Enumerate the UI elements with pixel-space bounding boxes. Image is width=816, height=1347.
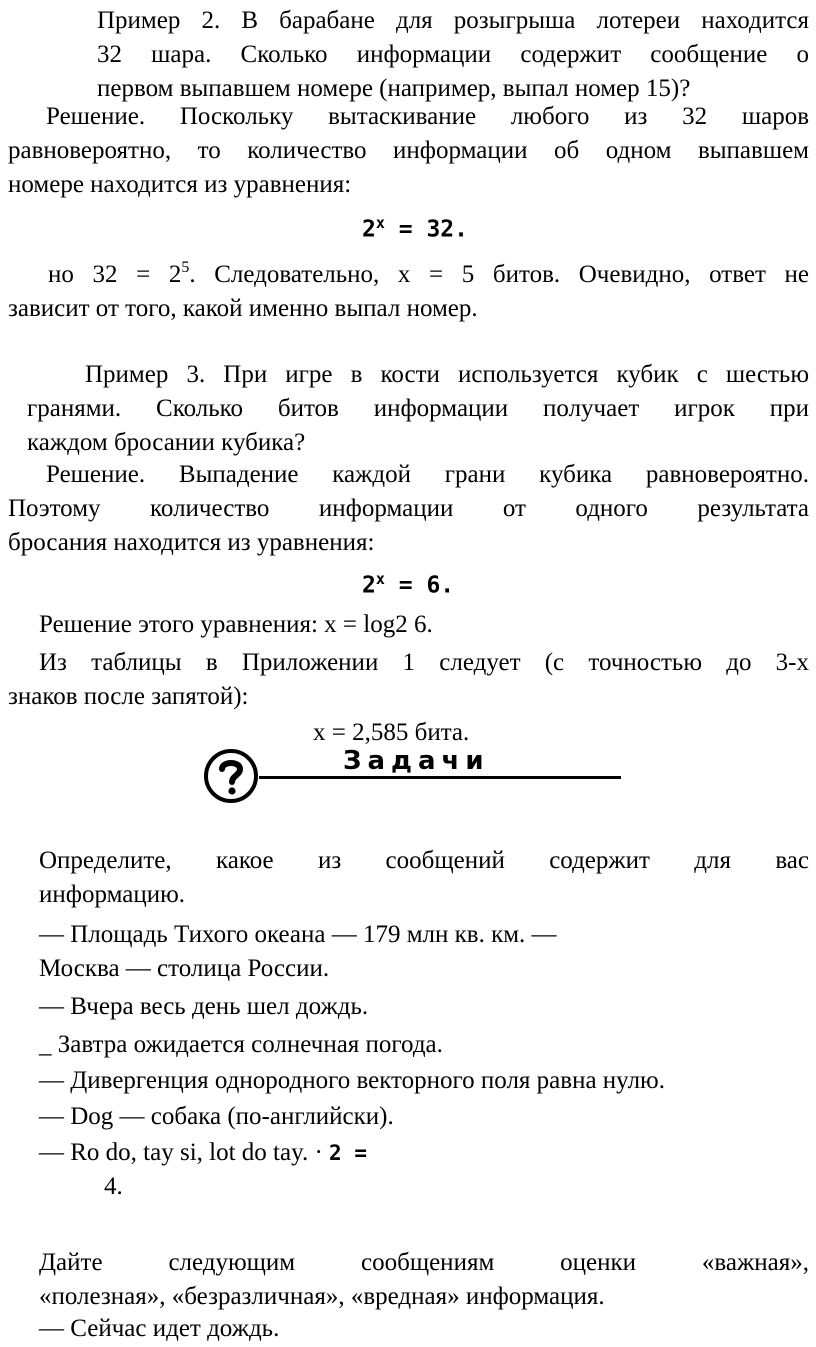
task1-item-7: — Ro do, tay si, lot do tay. · 2 = — [39, 1139, 367, 1166]
example2-line-3: первом выпавшем номере (например, выпал номер 15)? — [97, 75, 691, 102]
example3-line-3: каждом бросании кубика? — [27, 429, 306, 456]
task1-item-1: — Площадь Тихого океана — 179 млн кв. км. — — [39, 921, 557, 948]
task2-question-line-1: Дайте следующим сообщениям оценки «важная», — [39, 1249, 809, 1276]
example3-table-line-2: знаков после запятой): — [8, 683, 249, 710]
task1-item-tail: 4. — [104, 1173, 123, 1200]
example2-conclusion-line-1: но $32 = 2^5$. Следовательно, x = 5 битов. Очевидно, ответ не — [48, 259, 809, 288]
example3-solution-line-1: Решение. Выпадение каждой грани кубика равновероятно. — [46, 461, 809, 488]
example3-solution-line-3: бросания находится из уравнения: — [8, 529, 375, 556]
example3-solution-equation: Решение этого уравнения: x = log2 6. — [39, 611, 433, 638]
example2-line-1: Пример 2. В барабане для розыгрыша лотереи находится — [97, 7, 809, 34]
example2-solution-line-1: Решение. Поскольку вытаскивание любого из 32 шаров — [46, 103, 809, 130]
example3-equation: 2$^x$ = 6. — [362, 570, 455, 599]
task1-item-5: — Дивергенция однородного векторного поля равна нулю. — [39, 1067, 665, 1094]
example2-line-2: 32 шара. Сколько информации содержит сообщение о — [97, 41, 809, 68]
example2-solution-line-2: равновероятно, то количество информации об одном выпавшем — [8, 137, 809, 164]
task1-item-4: _ Завтра ожидается солнечная погода. — [39, 1031, 443, 1058]
example3-solution-line-2: Поэтому количество информации от одного результата — [8, 495, 809, 522]
example2-solution-line-3: номере находится из уравнения: — [8, 171, 352, 198]
example3-line-2: гранями. Сколько битов информации получает игрок при — [27, 395, 809, 422]
task2-question-line-2: «полезная», «безразличная», «вредная» информация. — [39, 1283, 605, 1310]
task1-item-3: — Вчера весь день шел дождь. — [39, 993, 369, 1020]
task2-item-1: — Сейчас идет дождь. — [39, 1315, 280, 1342]
task1-question-line-1: Определите, какое из сообщений содержит для вас — [39, 847, 809, 874]
example3-result: x = 2,585 бита. — [313, 719, 470, 746]
question-mark-icon — [203, 748, 259, 804]
heading-rule — [259, 776, 621, 779]
task1-item-6: — Dog — собака (по-английски). — [39, 1103, 394, 1130]
example2-conclusion-line-2: зависит от того, какой именно выпал номер. — [8, 295, 478, 322]
task1-question-line-2: информацию. — [39, 881, 186, 908]
example3-table-line-1: Из таблицы в Приложении 1 следует (с точностью до 3-х — [39, 649, 809, 676]
tasks-heading-title: Задачи — [343, 746, 490, 776]
tasks-heading — [203, 746, 623, 806]
task1-item-2: Москва — столица России. — [39, 955, 330, 982]
example2-equation: 2$^x$ = 32. — [362, 214, 468, 243]
example3-line-1: Пример 3. При игре в кости используется кубик с шестью — [85, 361, 809, 388]
